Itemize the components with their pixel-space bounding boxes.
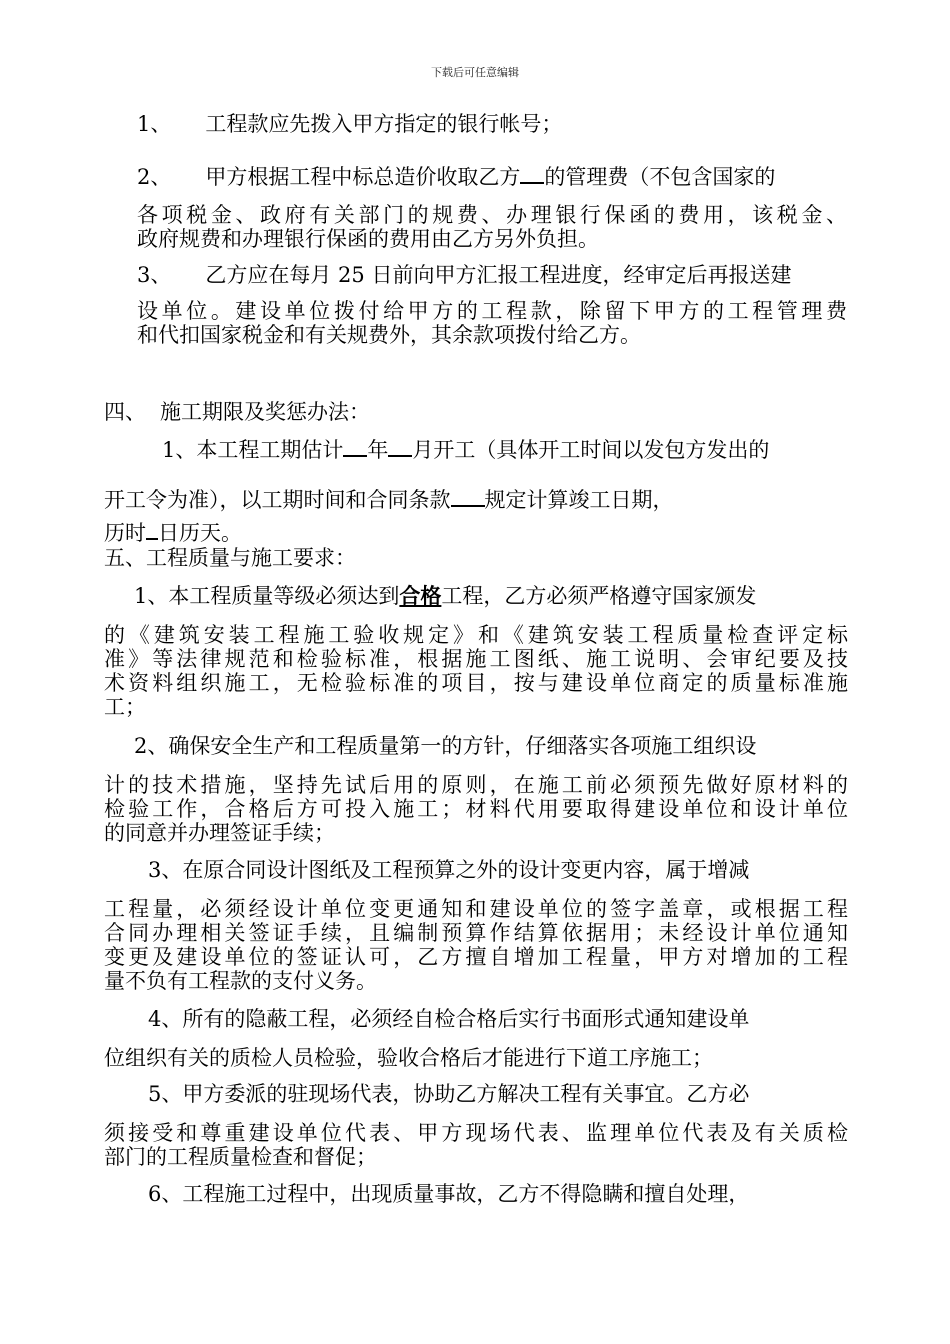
s5-p1-line-1: [134, 583, 756, 609]
text-run: 的管理费（不包含国家的: [544, 165, 776, 189]
s5-p4-line-2: 位组织有关的质检人员检验，验收合格后才能进行下道工序施工；: [104, 1046, 713, 1070]
item-1: [137, 111, 562, 137]
text-run: 年: [367, 438, 389, 462]
text-run: 1、本工程工期估计: [162, 438, 344, 462]
s5-p2-line-3: 检验工作，合格后方可投入施工；材料代用要取得建设单位和设计单位: [104, 797, 848, 821]
s5-p3-line-3: 合同办理相关签证手续，且编制预算作结算依据用；未经设计单位通知: [104, 921, 848, 945]
s5-p3-line-5: 量不负有工程款的支付义务。: [104, 969, 377, 993]
item-number: 3、: [137, 263, 172, 287]
fill-blank: [451, 485, 485, 507]
item-number: 1、: [137, 112, 172, 136]
s5-p5-line-1: 5、甲方委派的驻现场代表，协助乙方解决工程有关事宜。乙方必: [148, 1082, 750, 1106]
item-3-line-2: 设单位。建设单位拨付给甲方的工程款，除留下甲方的工程管理费: [137, 299, 847, 323]
item-text: 工程款应先拨入甲方指定的银行帐号；: [205, 112, 563, 136]
s5-p3-line-1: 3、在原合同设计图纸及工程预算之外的设计变更内容，属于增减: [148, 858, 750, 882]
text-run: 甲方根据工程中标总造价收取乙方: [205, 165, 521, 189]
s5-p3-line-2: 工程量，必须经设计单位变更通知和建设单位的签字盖章，或根据工程: [104, 897, 848, 921]
section-5-heading: 五、工程质量与施工要求：: [104, 546, 356, 570]
quality-grade: 合格: [399, 583, 442, 608]
text-run: 日历天。: [158, 521, 242, 545]
s5-p1-line-3: 准》等法律规范和检验标准，根据施工图纸、施工说明、会审纪要及技: [104, 647, 848, 671]
s5-p2-line-2: 计的技术措施，坚持先试后用的原则，在施工前必须预先做好原材料的: [104, 773, 848, 797]
fill-blank: [146, 518, 158, 540]
s5-p3-line-4: 变更及建设单位的签证认可，乙方擅自增加工程量，甲方对增加的工程: [104, 945, 848, 969]
text-run: 规定计算竣工日期，: [484, 488, 674, 512]
s4-p1-line-1: [162, 435, 769, 463]
text-run: 开工令为准），以工期时间和合同条款: [104, 488, 451, 512]
s5-p2-line-1: 2、确保安全生产和工程质量第一的方针，仔细落实各项施工组织设: [134, 734, 757, 758]
text-run: 月开工（具体开工时间以发包方发出的: [412, 438, 770, 462]
section-4-heading: [104, 399, 370, 425]
item-3-line-1: [137, 262, 791, 288]
s5-p5-line-2: 须接受和尊重建设单位代表、甲方现场代表、监理单位代表及有关质检: [104, 1121, 848, 1145]
fill-blank: [343, 435, 367, 457]
section-number: 四、: [104, 400, 146, 424]
s5-p4-line-1: 4、所有的隐蔽工程，必须经自检合格后实行书面形式通知建设单: [148, 1007, 750, 1031]
text-run: 1、本工程质量等级必须达到: [134, 584, 400, 608]
section-title: 施工期限及奖惩办法：: [160, 400, 370, 424]
fill-blank: [520, 162, 544, 184]
page-header: 下载后可任意编辑: [431, 66, 519, 79]
s5-p1-line-5: 工；: [104, 695, 146, 719]
item-2-line-3: 政府规费和办理银行保函的费用由乙方另外负担。: [137, 227, 599, 251]
s4-p1-line-2: [104, 485, 674, 513]
s5-p2-line-4: 的同意并办理签证手续；: [104, 821, 335, 845]
item-2-line-1: [137, 162, 775, 190]
item-2-line-2: 各项税金、政府有关部门的规费、办理银行保函的费用，该税金、: [137, 203, 847, 227]
s5-p6-line-1: 6、工程施工过程中，出现质量事故，乙方不得隐瞒和擅自处理，: [148, 1182, 750, 1206]
s5-p5-line-3: 部门的工程质量检查和督促；: [104, 1145, 377, 1169]
s5-p1-line-4: 术资料组织施工，无检验标准的项目，按与建设单位商定的质量标准施: [104, 671, 848, 695]
text-run: 工程，乙方必须严格遵守国家颁发: [441, 584, 757, 608]
fill-blank: [388, 435, 412, 457]
s5-p1-line-2: 的《建筑安装工程施工验收规定》和《建筑安装工程质量检查评定标: [104, 623, 848, 647]
item-3-line-3: 和代扣国家税金和有关规费外，其余款项拨付给乙方。: [137, 323, 641, 347]
item-number: 2、: [137, 165, 172, 189]
s4-p1-line-3: [104, 518, 242, 546]
text-run: 乙方应在每月 25 日前向甲方汇报工程进度，经审定后再报送建: [205, 263, 792, 287]
text-run: 历时: [104, 521, 146, 545]
